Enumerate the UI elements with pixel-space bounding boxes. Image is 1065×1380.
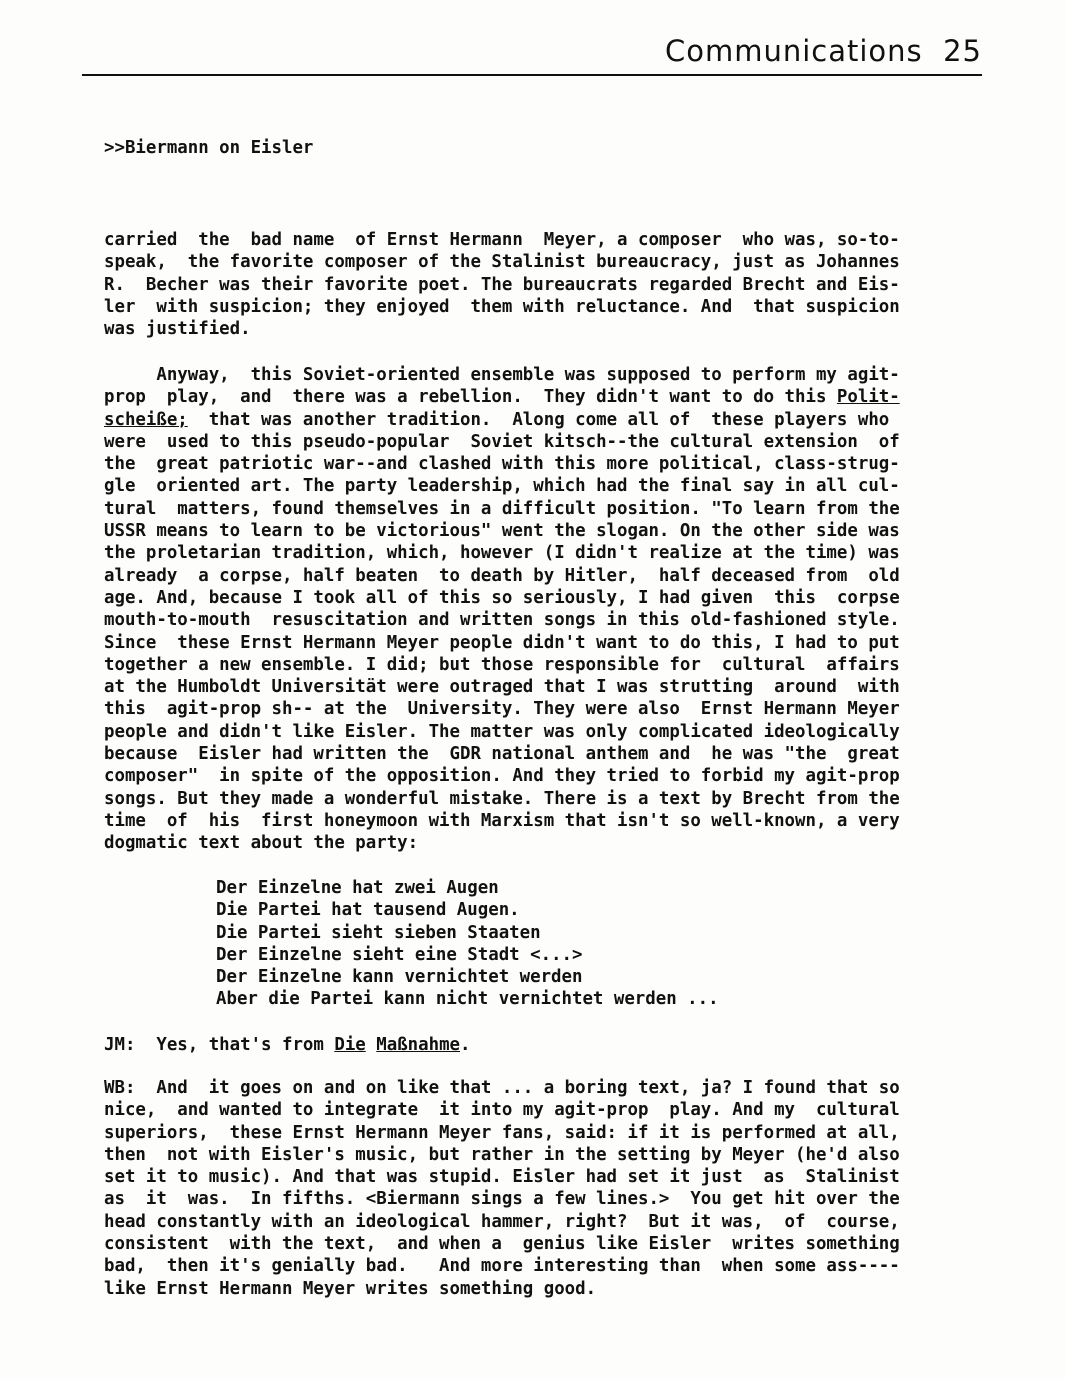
text-line: WB: And it goes on and on like that ... a boring text, ja? I found that so [104,1078,900,1098]
text-line: the proletarian tradition, which, however (I didn't realize at the time) was [104,543,900,564]
text-segment: prop play, and there was a rebellion. They didn't want to do this [104,387,837,408]
text-line: as it was. In fifths. <Biermann sings a few lines.> You get hit over the [104,1189,900,1210]
text-line: speak, the favorite composer of the Stalinist bureaucracy, just as Johannes [104,252,900,273]
journal-title: Communications [664,34,923,68]
text-segment [366,1035,376,1055]
text-line [104,1034,959,1056]
text-line: composer" in spite of the opposition. And they tried to forbid my agit-prop [104,766,900,787]
text-line: Anyway, this Soviet-oriented ensemble was supposed to perform my agit- [104,365,900,385]
text-line: set it to music). And that was stupid. Eisler had set it just as Stalinist [104,1167,900,1188]
verse-line: Der Einzelne kann vernichtet werden [216,967,583,988]
text-line: superiors, these Ernst Hermann Meyer fans, said: if it is performed at all, [104,1122,900,1143]
work-title-part: Maßnahme [376,1035,461,1055]
underlined-term: scheiße; [104,409,188,430]
text-line: then not with Eisler's music, but rather in the setting by Meyer (he'd also [104,1144,900,1165]
underlined-term: Polit- [836,387,900,408]
paragraph-2 [104,364,959,855]
section-marker [104,137,959,159]
text-line: already a corpse, half beaten to death by Hitler, half deceased from old [104,565,900,586]
text-segment: that was another tradition. Along come all of these players who [187,409,890,430]
text-line: this agit-prop sh-- at the University. They were also Ernst Hermann Meyer [104,699,900,720]
verse-line: Aber die Partei kann nicht vernichtet werden ... [216,989,719,1010]
text-line: R. Becher was their favorite poet. The bureaucrats regarded Brecht and Eis- [104,274,900,295]
jm-remark [104,1034,959,1056]
text-line [104,409,959,431]
page-number: 25 [943,34,982,68]
section-marker-text: >>Biermann on Eisler [104,138,314,158]
work-title-part: Die [334,1035,366,1055]
text-line: like Ernst Hermann Meyer writes something good. [104,1278,597,1299]
speaker-text: JM: Yes, that's from [104,1035,335,1055]
text-line [104,386,959,408]
text-line: gle oriented art. The party leadership, which had the final say in all cul- [104,476,900,497]
text-line: mouth-to-mouth resuscitation and written songs in this old-fashioned style. [104,610,900,631]
text-line: the great patriotic war--and clashed with this more political, class-strug- [104,454,900,475]
text-line: people and didn't like Eisler. The matter was only complicated ideologically [104,721,900,742]
text-line: at the Humboldt Universität were outraged that I was strutting around with [104,677,900,698]
text-line: dogmatic text about the party: [104,833,419,854]
text-line: ler with suspicion; they enjoyed them with reluctance. And that suspicion [104,296,900,317]
text-segment: . [460,1035,471,1055]
text-line: were used to this pseudo-popular Soviet kitsch--the cultural extension of [104,431,900,452]
text-line: bad, then it's genially bad. And more interesting than when some ass---- [104,1256,900,1277]
text-line: consistent with the text, and when a genius like Eisler writes something [104,1234,900,1255]
paragraph-1 [104,229,959,340]
text-line: head constantly with an ideological hammer, right? But it was, of course, [104,1211,900,1232]
running-header-text [665,34,982,68]
verse-line: Die Partei hat tausend Augen. [216,900,520,921]
verse-line: Die Partei sieht sieben Staaten [216,922,541,943]
text-line: nice, and wanted to integrate it into my agit-prop play. And my cultural [104,1100,900,1121]
text-line: because Eisler had written the GDR national anthem and he was "the great [104,744,900,765]
verse-block [216,877,916,1011]
text-line: Since these Ernst Hermann Meyer people didn't want to do this, I had to put [104,632,900,653]
text-line: together a new ensemble. I did; but those responsible for cultural affairs [104,654,900,675]
text-line: time of his first honeymoon with Marxism that isn't so well-known, a very [104,810,900,831]
verse-line: Der Einzelne hat zwei Augen [216,878,499,898]
text-line: was justified. [104,319,251,340]
text-line: songs. But they made a wonderful mistake. There is a text by Brecht from the [104,788,900,809]
text-line: USSR means to learn to be victorious" went the slogan. On the other side was [104,521,900,542]
wb-remark [104,1077,959,1300]
text-line: tural matters, found themselves in a difficult position. "To learn from the [104,498,900,519]
text-line: carried the bad name of Ernst Hermann Meyer, a composer who was, so-to- [104,230,900,250]
verse-line: Der Einzelne sieht eine Stadt <...> [216,944,583,965]
text-line: age. And, because I took all of this so seriously, I had given this corpse [104,587,900,608]
running-header [82,30,982,76]
